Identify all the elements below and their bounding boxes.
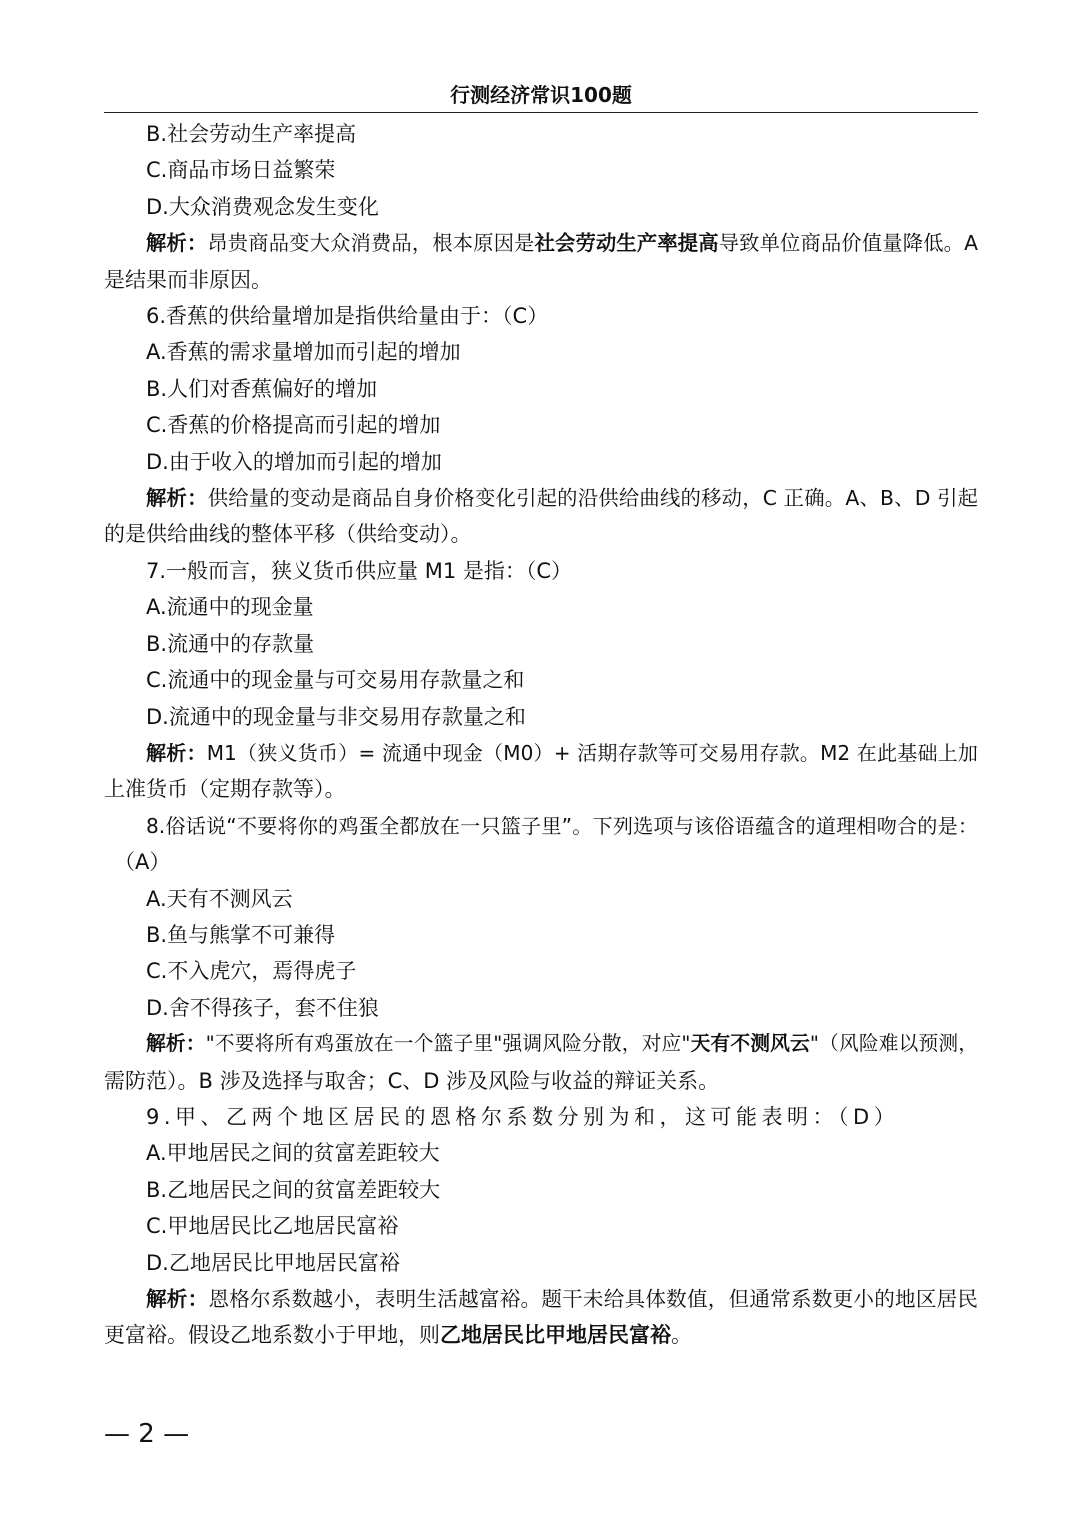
q7-explanation-line2: 上准货币（定期存款等）。 [104, 777, 346, 802]
q5-explanation-line1 [104, 225, 978, 261]
q8-option-c: C.不入虎穴，焉得虎子 [146, 959, 357, 984]
q7-stem: 7.一般而言，狭义货币供应量 M1 是指：（C） [146, 558, 573, 583]
q8-explanation-line2: 需防范）。B 涉及选择与取舍；C、D 涉及风险与收益的辩证关系。 [104, 1068, 720, 1093]
q9-explanation-line2 [104, 1317, 978, 1353]
q7-explanation-text1: M1（狭义货币）= 流通中现金（M0）+ 活期存款等可交易用存款。M2 在此基础上加 [206, 740, 978, 765]
q7-option-d: D.流通中的现金量与非交易用存款量之和 [146, 704, 526, 729]
q7-explanation-label: 解析 [146, 740, 187, 765]
header-title: 行测经济常识100题 [450, 83, 632, 107]
q9-option-c: C.甲地居民比乙地居民富裕 [146, 1214, 399, 1239]
q8-stem: 8.俗话说“不要将你的鸡蛋全都放在一只篮子里”。下列选项与该俗语蕴含的道理相吻合的是： [146, 813, 978, 838]
q9-explanation-colon: ： [187, 1287, 209, 1311]
q9-explanation-text3: 。 [671, 1323, 692, 1348]
q5-explanation-text1: 昂贵商品变大众消费品，根本原因是 [207, 231, 535, 256]
q6-option-b: B.人们对香蕉偏好的增加 [146, 376, 378, 401]
q8-explanation-colon: ： [185, 1032, 206, 1056]
q9-option-a: A.甲地居民之间的贫富差距较大 [146, 1141, 440, 1166]
q9-explanation-text2: 更富裕。假设乙地系数小于甲地，则 [104, 1323, 440, 1348]
q9-option-b: B.乙地居民之间的贫富差距较大 [146, 1177, 441, 1202]
q9-option-d: D.乙地居民比甲地居民富裕 [146, 1250, 400, 1275]
q5-option-b: B.社会劳动生产率提高 [146, 122, 357, 146]
q6-explanation-label: 解析 [146, 486, 188, 511]
q9-explanation-line1 [104, 1281, 978, 1317]
q9-explanation-label: 解析 [146, 1287, 188, 1311]
page-content [104, 116, 978, 1354]
q6-explanation-line1 [104, 480, 978, 516]
q8-answer: （A） [114, 850, 171, 875]
q7-explanation-colon: ： [186, 740, 207, 765]
q5-explanation-bold: 社会劳动生产率提高 [534, 231, 719, 256]
page-header [104, 80, 978, 113]
q8-option-a: A.天有不测风云 [146, 886, 293, 911]
q5-option-d: D.大众消费观念发生变化 [146, 194, 379, 219]
q6-explanation-colon: ： [187, 486, 208, 511]
q5-explanation-line2: 是结果而非原因。 [104, 267, 272, 292]
q9-stem: 9.甲、乙两个地区居民的恩格尔系数分别为和，这可能表明：（D） [146, 1104, 900, 1129]
q8-explanation-bold: 天有不测风云 [690, 1032, 810, 1056]
q9-explanation-bold: 乙地居民比甲地居民富裕 [440, 1323, 671, 1348]
q8-explanation-line1 [104, 1026, 978, 1062]
q6-option-c: C.香蕉的价格提高而引起的增加 [146, 413, 441, 438]
q5-option-c: C.商品市场日益繁荣 [146, 158, 336, 183]
q5-explanation-label: 解析 [146, 231, 187, 256]
q5-explanation-colon: ： [186, 231, 208, 256]
q8-explanation-text2: "（风险难以预测， [809, 1032, 979, 1056]
q7-option-c: C.流通中的现金量与可交易用存款量之和 [146, 668, 525, 693]
page-number: — 2 — [104, 1419, 190, 1449]
q6-stem: 6.香蕉的供给量增加是指供给量由于：（C） [146, 304, 549, 329]
q6-option-a: A.香蕉的需求量增加而引起的增加 [146, 340, 461, 365]
q9-explanation-text1: 恩格尔系数越小，表明生活越富裕。题干未给具体数值，但通常系数更小的地区居民 [208, 1287, 979, 1311]
q8-option-b: B.鱼与熊掌不可兼得 [146, 922, 336, 947]
q7-option-a: A.流通中的现金量 [146, 595, 314, 620]
q6-explanation-line2: 的是供给曲线的整体平移（供给变动）。 [104, 522, 472, 547]
q8-explanation-label: 解析 [146, 1032, 186, 1056]
q6-explanation-text1: 供给量的变动是商品自身价格变化引起的沿供给曲线的移动，C 正确。A、B、D 引起 [207, 486, 979, 511]
q7-option-b: B.流通中的存款量 [146, 631, 315, 656]
q6-option-d: D.由于收入的增加而引起的增加 [146, 449, 442, 474]
q8-option-d: D.舍不得孩子，套不住狼 [146, 995, 379, 1020]
q8-explanation-text1: "不要将所有鸡蛋放在一个篮子里"强调风险分散，对应" [205, 1032, 691, 1056]
q7-explanation-line1 [104, 735, 978, 771]
q5-explanation-text2: 导致单位商品价值量降低。A [718, 231, 978, 256]
